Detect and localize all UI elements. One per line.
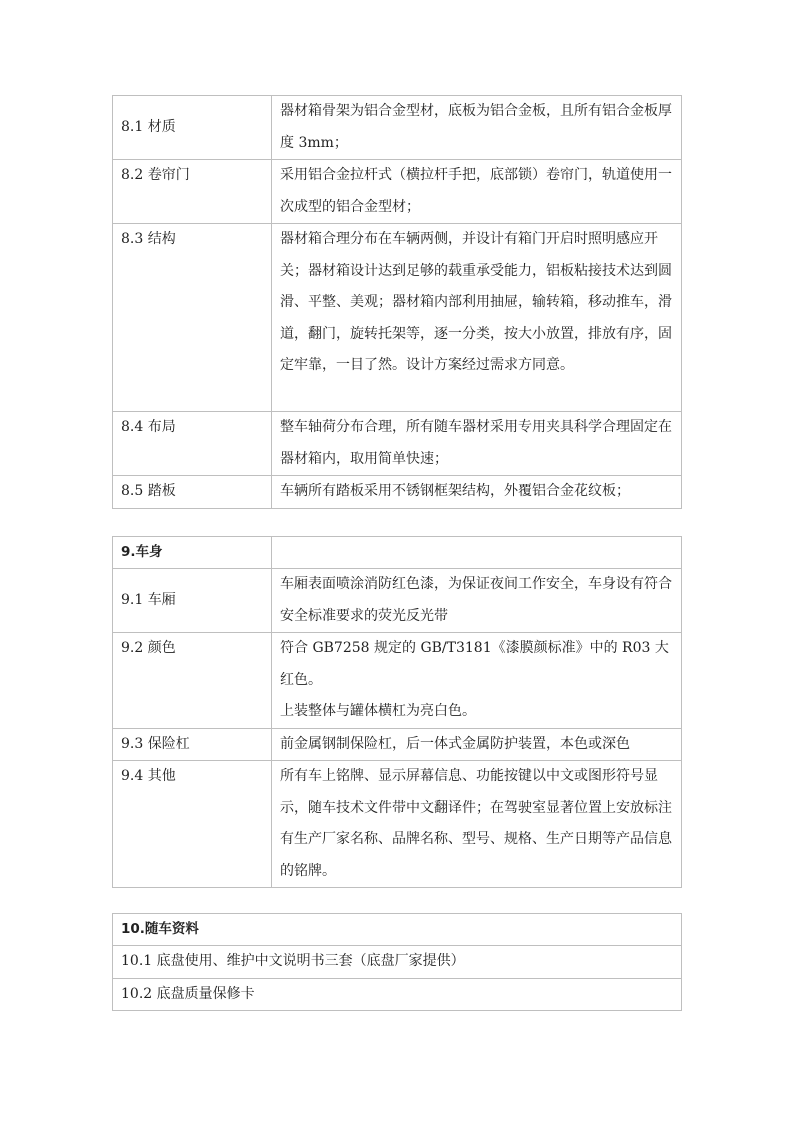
section-8-table: [112, 95, 682, 509]
table-row: [113, 412, 682, 476]
row-label: 8.3 结构: [113, 224, 272, 412]
row-value: 车辆所有踏板采用不锈钢框架结构，外覆铝合金花纹板；: [272, 476, 682, 509]
row-value: 采用铝合金拉杆式（横拉杆手把，底部锁）卷帘门，轨道使用一次成型的铝合金型材；: [272, 160, 682, 224]
color-spec-text-2: 上装整体与罐体横杠为亮白色。: [280, 703, 476, 719]
section-header-row: [113, 537, 682, 569]
row-value: 前金属钢制保险杠，后一体式金属防护装置，本色或深色: [272, 728, 682, 761]
color-spec-text: 符合 GB7258 规定的 GB/T3181《漆膜颜标准》中的 R03 大红色。: [280, 640, 669, 688]
row-value: 器材箱合理分布在车辆两侧，并设计有箱门开启时照明感应开关；器材箱设计达到足够的载重承受能力，铝板粘接技术达到圆滑、平整、美观；器材箱内部利用抽屉，输转箱，移动推车，滑道，翻门，旋转托架等，逐一分类，按大小放置，排放有序，固定牢靠，一目了然。设计方案经过需求方同意。: [272, 224, 682, 412]
row-label: 8.4 布局: [113, 412, 272, 476]
list-item: [113, 978, 682, 1011]
row-label: 9.3 保险杠: [113, 728, 272, 761]
row-value: 器材箱骨架为铝合金型材，底板为铝合金板，且所有铝合金板厚度 3mm；: [272, 96, 682, 160]
table-row: [113, 160, 682, 224]
row-label: 8.5 踏板: [113, 476, 272, 509]
row-value: [272, 633, 682, 729]
table-row: [113, 569, 682, 633]
row-label: 9.4 其他: [113, 761, 272, 888]
document-item: 10.2 底盘质量保修卡: [113, 978, 682, 1011]
table-row: [113, 96, 682, 160]
row-value: 整车轴荷分布合理，所有随车器材采用专用夹具科学合理固定在器材箱内，取用简单快速；: [272, 412, 682, 476]
section-10-table: [112, 913, 682, 1011]
table-row: [113, 761, 682, 888]
section-title: 10.随车资料: [113, 914, 682, 946]
table-row: [113, 728, 682, 761]
section-header-row: [113, 914, 682, 946]
section-header-empty: [272, 537, 682, 569]
row-value: 所有车上铭牌、显示屏幕信息、功能按键以中文或图形符号显示，随车技术文件带中文翻译件；在驾驶室显著位置上安放标注有生产厂家名称、品牌名称、型号、规格、生产日期等产品信息的铭牌。: [272, 761, 682, 888]
row-label: 8.1 材质: [113, 96, 272, 160]
table-row: [113, 633, 682, 729]
row-label: 9.2 颜色: [113, 633, 272, 729]
row-label: 8.2 卷帘门: [113, 160, 272, 224]
document-item: 10.1 底盘使用、维护中文说明书三套（底盘厂家提供）: [113, 946, 682, 979]
table-row: [113, 476, 682, 509]
table-row: [113, 224, 682, 412]
section-9-table: [112, 536, 682, 888]
row-value: 车厢表面喷涂消防红色漆，为保证夜间工作安全，车身设有符合安全标准要求的荧光反光带: [272, 569, 682, 633]
list-item: [113, 946, 682, 979]
section-title: 9.车身: [113, 537, 272, 569]
row-label: 9.1 车厢: [113, 569, 272, 633]
